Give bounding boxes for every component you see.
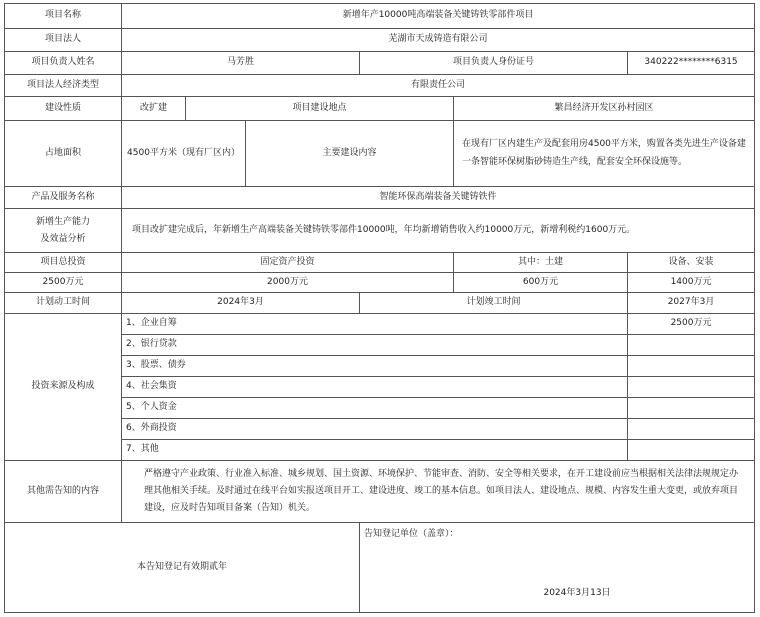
- funding-label: 投资来源及构成: [5, 314, 122, 461]
- person-name-label: 项目负责人姓名: [5, 52, 122, 75]
- notice-value: 严格遵守产业政策、行业准入标准、城乡规划、国土资源、环境保护、节能审查、消防、安全等相关要求，在开工建设前应当根据相关法律法规规定办理其他相关手续。及时通过在线平台如实报送项目开工、建设进度、竣工的基本信息。如项目法人、建设地点、规模、内容发生重大变更，或放弃项目建设，应及时告知项目备案（告知）机关。: [122, 461, 755, 523]
- start-time-value: 2024年3月: [122, 293, 360, 314]
- funding-item-name: 2、银行贷款: [122, 335, 628, 356]
- row-footer: [5, 523, 755, 613]
- equipment-value: 1400万元: [628, 273, 755, 293]
- area-label: 占地面积: [5, 121, 122, 187]
- civil-label: 其中：土建: [454, 253, 628, 273]
- end-time-label: 计划竣工时间: [360, 293, 628, 314]
- econ-type-value: 有限责任公司: [122, 75, 755, 97]
- capacity-label: [5, 209, 122, 253]
- capacity-value: 项目改扩建完成后，年新增生产高端装备关键铸铁零部件10000吨，年均新增销售收入约10000万元，新增利税约1600万元。: [122, 209, 755, 253]
- row-investment-values: [5, 273, 755, 293]
- funding-item-amount: 2500万元: [628, 314, 755, 335]
- project-name-label: 项目名称: [5, 4, 122, 29]
- civil-value: 600万元: [454, 273, 628, 293]
- funding-row: [5, 314, 755, 335]
- total-investment-label: 项目总投资: [5, 253, 122, 273]
- funding-item-name: 6、外商投资: [122, 419, 628, 440]
- legal-entity-value: 芜湖市天成铸造有限公司: [122, 29, 755, 52]
- funding-item-amount: [628, 377, 755, 398]
- funding-item-amount: [628, 398, 755, 419]
- main-content-value: 在现有厂区内建生产及配套用房4500平方米，购置各类先进生产设备建一条智能环保树脂砂铸造生产线，配套安全环保设施等。: [454, 121, 755, 187]
- funding-item-name: 7、其他: [122, 440, 628, 461]
- registration-unit-label: 告知登记单位（盖章）：: [364, 529, 459, 539]
- main-content-label: 主要建设内容: [246, 121, 454, 187]
- row-investment-headers: [5, 253, 755, 273]
- funding-item-amount: [628, 356, 755, 377]
- legal-entity-label: 项目法人: [5, 29, 122, 52]
- registration-unit-cell: [360, 523, 755, 613]
- capacity-label-line1: 新增生产能力: [35, 217, 90, 228]
- area-value: 4500平方米（现有厂区内）: [122, 121, 246, 187]
- fixed-investment-label: 固定资产投资: [122, 253, 454, 273]
- construction-location-value: 繁昌经济开发区孙村园区: [454, 97, 755, 121]
- validity-note: 本告知登记有效期贰年: [5, 523, 360, 613]
- funding-item-amount: [628, 419, 755, 440]
- person-id-label: 项目负责人身份证号: [360, 52, 628, 75]
- equipment-label: 设备、安装: [628, 253, 755, 273]
- capacity-label-line2: 及效益分析: [40, 233, 86, 244]
- notice-label: 其他需告知的内容: [5, 461, 122, 523]
- project-record-form: [4, 3, 755, 613]
- product-value: 智能环保高端装备关键铸铁件: [122, 187, 755, 209]
- row-construction: [5, 97, 755, 121]
- fixed-investment-value: 2000万元: [122, 273, 454, 293]
- row-notice: [5, 461, 755, 523]
- row-capacity: [5, 209, 755, 253]
- row-econ-type: [5, 75, 755, 97]
- end-time-value: 2027年3月: [628, 293, 755, 314]
- registration-date: 2024年3月13日: [543, 588, 611, 599]
- funding-item-name: 5、个人资金: [122, 398, 628, 419]
- start-time-label: 计划动工时间: [5, 293, 122, 314]
- project-name-value: 新增年产10000吨高端装备关键铸铁零部件项目: [122, 4, 755, 29]
- funding-item-name: 4、社会集资: [122, 377, 628, 398]
- construction-location-label: 项目建设地点: [186, 97, 454, 121]
- row-schedule: [5, 293, 755, 314]
- row-person: [5, 52, 755, 75]
- funding-item-name: 1、企业自筹: [122, 314, 628, 335]
- row-legal-entity: [5, 29, 755, 52]
- row-area: [5, 121, 755, 187]
- construction-nature-value: 改扩建: [122, 97, 186, 121]
- funding-item-amount: [628, 440, 755, 461]
- construction-nature-label: 建设性质: [5, 97, 122, 121]
- row-product: [5, 187, 755, 209]
- total-investment-value: 2500万元: [5, 273, 122, 293]
- funding-item-amount: [628, 335, 755, 356]
- person-id-value: 340222********6315: [628, 52, 755, 75]
- funding-item-name: 3、股票、债券: [122, 356, 628, 377]
- product-label: 产品及服务名称: [5, 187, 122, 209]
- econ-type-label: 项目法人经济类型: [5, 75, 122, 97]
- row-project-name: [5, 4, 755, 29]
- person-name-value: 马芳胜: [122, 52, 360, 75]
